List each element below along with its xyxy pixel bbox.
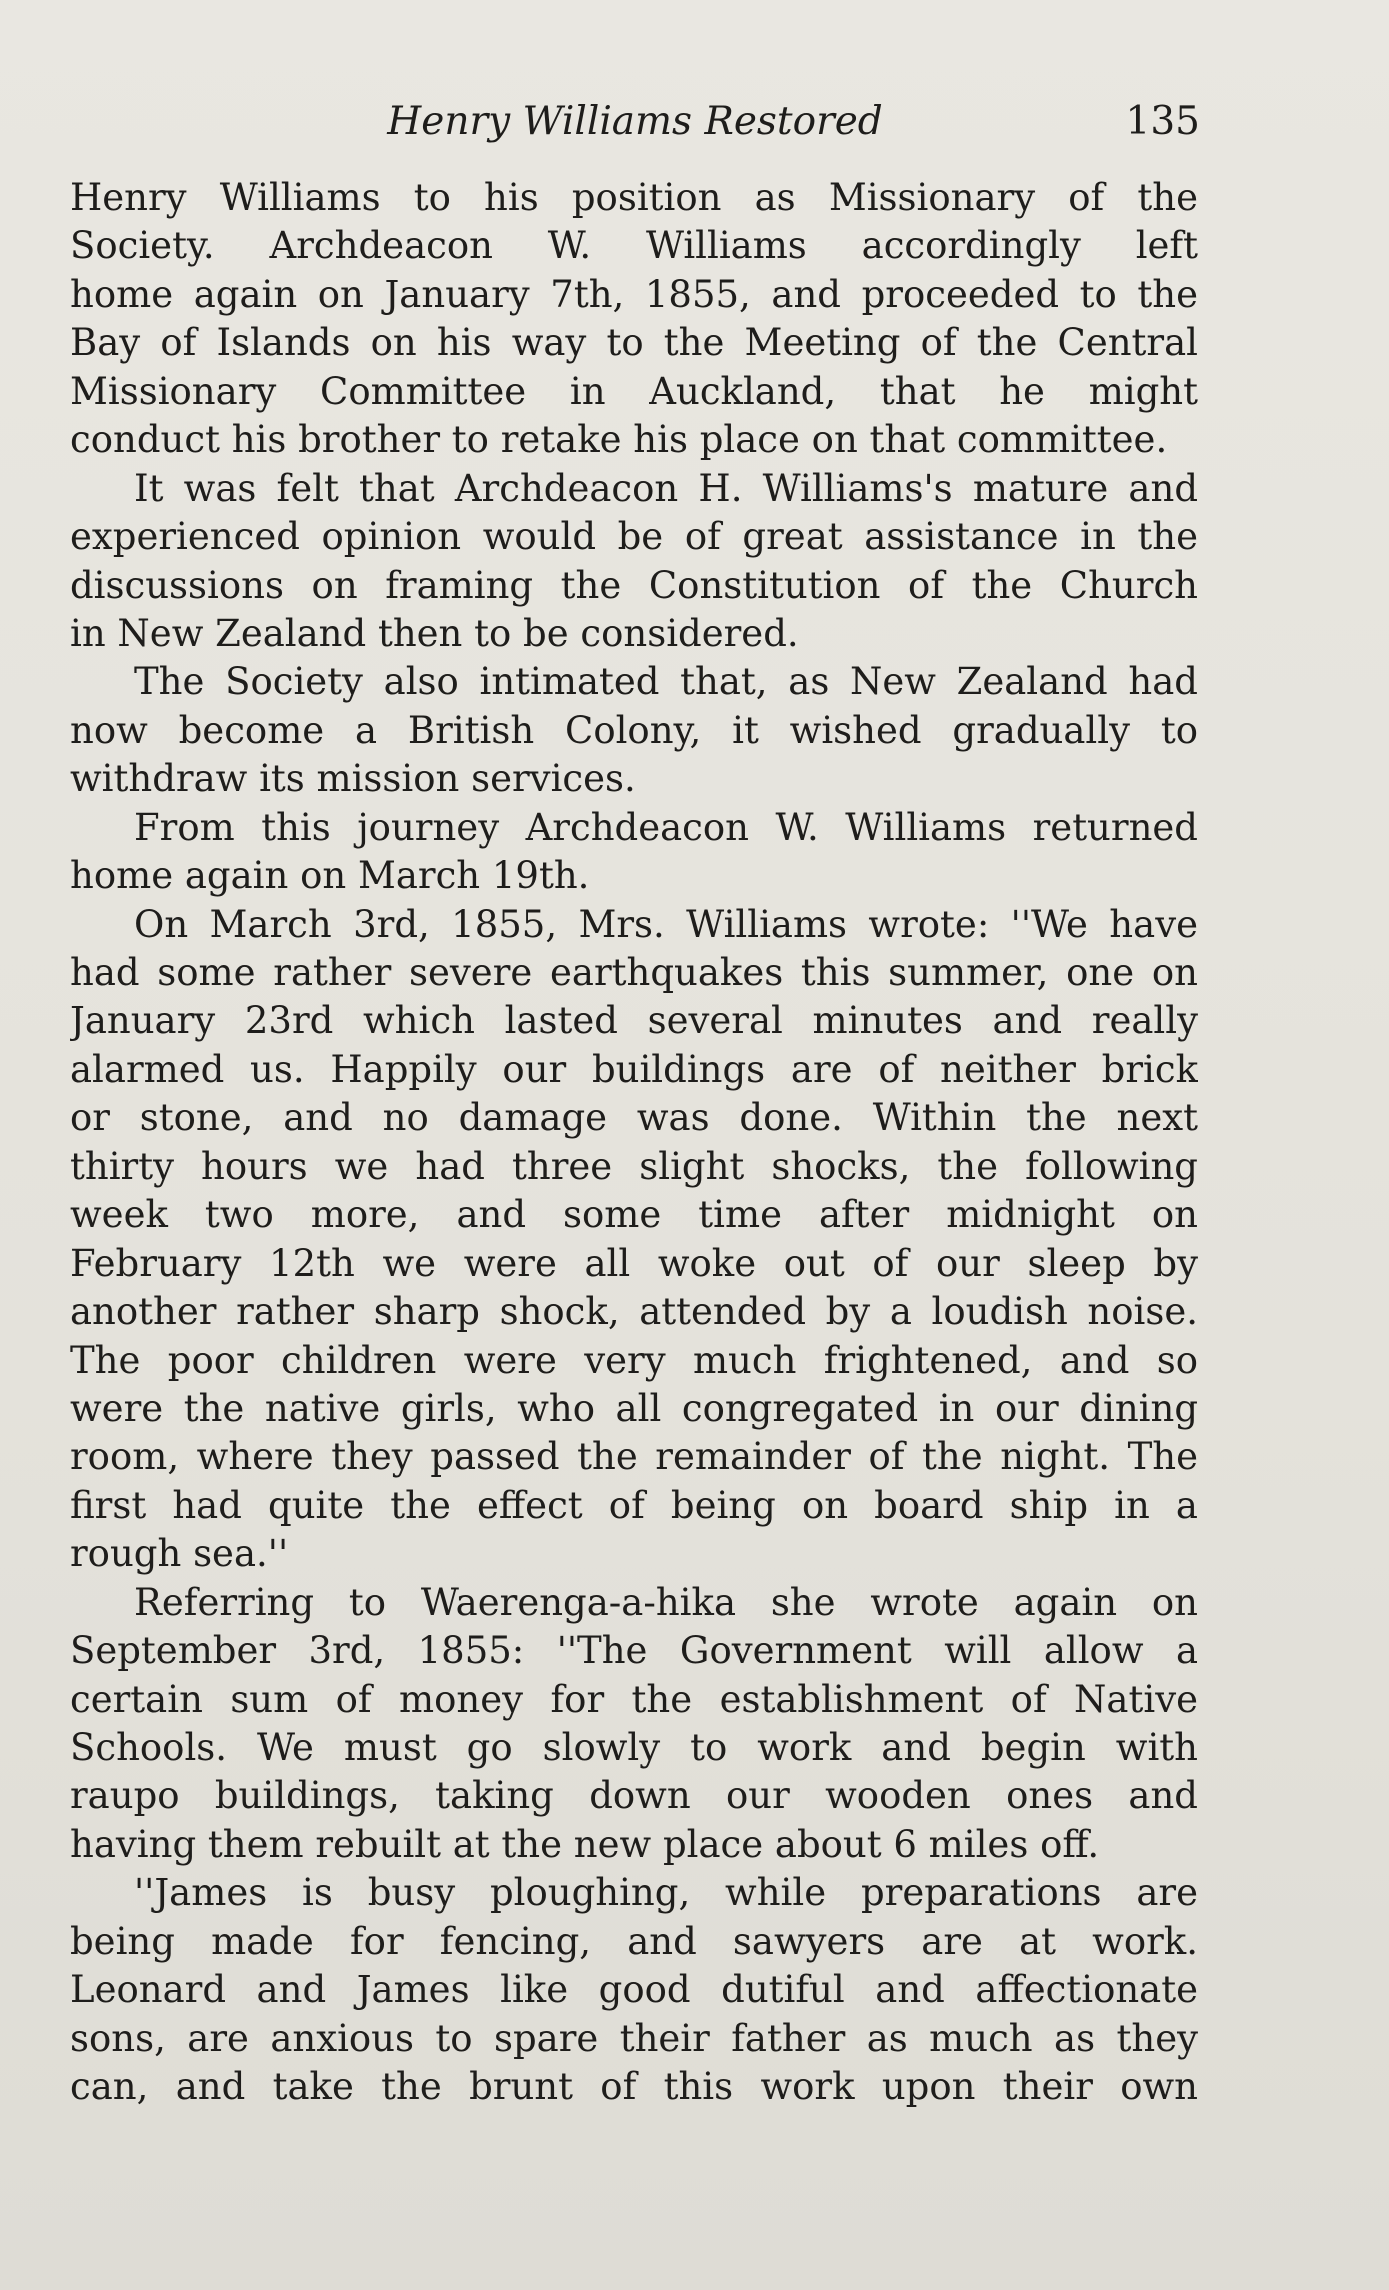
text-line: September 3rd, 1855: ''The Government will allow a [70, 1629, 1198, 1673]
text-line: first had quite the effect of being on board ship in a [70, 1483, 1198, 1527]
text-line: can, and take the brunt of this work upon their own [70, 2065, 1198, 2109]
text-line: It was felt that Archdeacon H. Williams's mature and [134, 466, 1198, 510]
text-line: being made for fencing, and sawyers are at work. [70, 1919, 1198, 1963]
text-line: Leonard and James like good dutiful and affectionate [70, 1968, 1198, 2012]
text-line: or stone, and no damage was done. Within the next [70, 1096, 1198, 1140]
text-line: home again on January 7th, 1855, and proceeded to the [70, 272, 1198, 316]
text-line: home again on March 19th. [70, 854, 590, 898]
text-line: January 23rd which lasted several minutes and really [70, 999, 1198, 1043]
text-line: withdraw its mission services. [70, 757, 636, 801]
text-line: alarmed us. Happily our buildings are of neither brick [70, 1047, 1198, 1091]
text-line: thirty hours we had three slight shocks, the following [70, 1144, 1198, 1188]
text-line: room, where they passed the remainder of the night. The [70, 1435, 1198, 1479]
text-line: discussions on framing the Constitution of the Church [70, 563, 1198, 607]
text-line: another rather sharp shock, attended by a loudish noise. [70, 1290, 1198, 1334]
text-line: The Society also intimated that, as New Zealand had [134, 660, 1198, 704]
text-line: Bay of Islands on his way to the Meeting of the Central [70, 321, 1198, 365]
text-line: Society. Archdeacon W. Williams accordingly left [70, 224, 1198, 268]
text-line: Henry Williams to his position as Missionary of the [70, 176, 1198, 219]
body-text [70, 174, 1198, 2112]
text-line: now become a British Colony, it wished gradually to [70, 708, 1198, 752]
text-line: rough sea.'' [70, 1532, 289, 1576]
text-line: Missionary Committee in Auckland, that he might [70, 369, 1198, 413]
text-line: certain sum of money for the establishment of Native [70, 1677, 1198, 1721]
running-head [70, 92, 1200, 152]
text-line: in New Zealand then to be considered. [70, 611, 799, 655]
text-line: experienced opinion would be of great assistance in the [70, 515, 1198, 559]
text-line: sons, are anxious to spare their father as much as they [70, 2016, 1198, 2060]
text-line: had some rather severe earthquakes this summer, one on [70, 951, 1198, 994]
text-line: conduct his brother to retake his place on that committee. [70, 418, 1168, 462]
text-line: From this journey Archdeacon W. Williams returned [134, 805, 1198, 849]
text-line: February 12th we were all woke out of our sleep by [70, 1241, 1198, 1285]
text-line: On March 3rd, 1855, Mrs. Williams wrote: ''We have [134, 902, 1198, 946]
text-line: raupo buildings, taking down our wooden ones and [70, 1774, 1198, 1818]
text-line: week two more, and some time after midnight on [70, 1193, 1198, 1237]
page-number: 135 [1125, 99, 1200, 144]
text-line: The poor children were very much frightened, and so [70, 1338, 1198, 1382]
text-line: Referring to Waerenga-a-hika she wrote again on [134, 1580, 1198, 1624]
text-line: Schools. We must go slowly to work and begin with [70, 1726, 1198, 1769]
running-title: Henry Williams Restored [387, 99, 883, 144]
text-line: were the native girls, who all congregated in our dining [70, 1386, 1198, 1430]
text-line: having them rebuilt at the new place about 6 miles off. [70, 1822, 1100, 1866]
text-line: ''James is busy ploughing, while preparations are [134, 1871, 1198, 1915]
